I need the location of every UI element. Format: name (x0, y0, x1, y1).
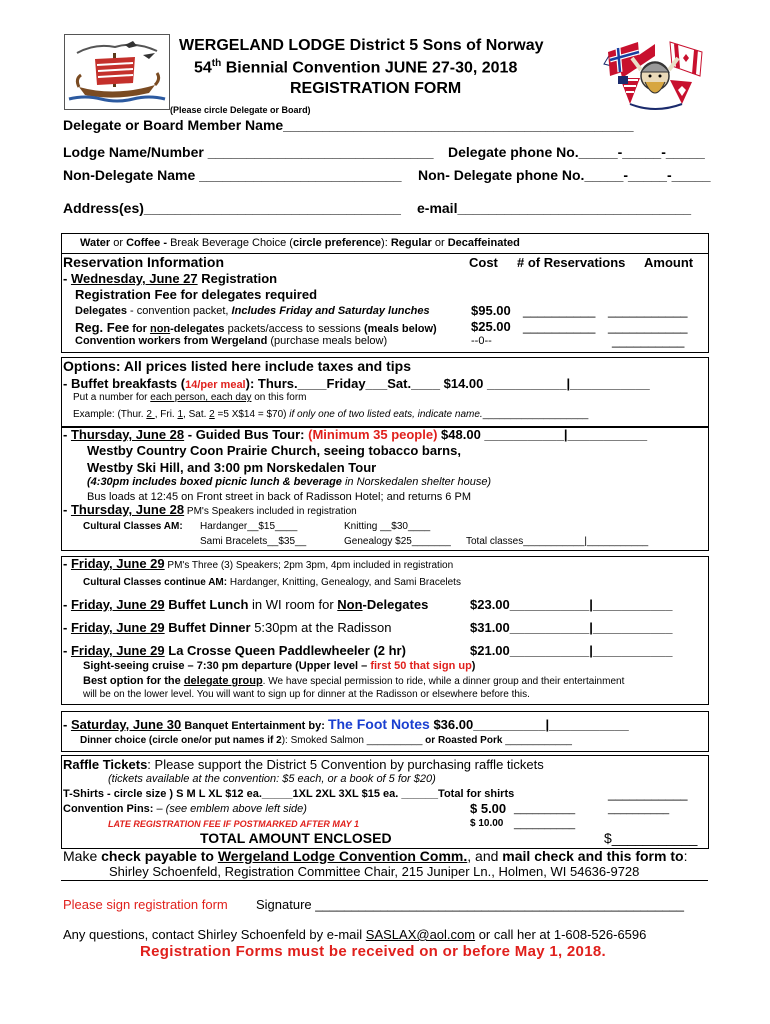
pins-row: Convention Pins: – (see emblem above left side) (63, 803, 307, 815)
beverage-choice[interactable]: Water or Coffee - Break Beverage Choice (circle preference): Regular or Decaffeinated (80, 237, 520, 249)
wednesday-row: - Wednesday, June 27 Registration (63, 271, 278, 286)
example-note: Example: (Thur. 2 , Fri. 1, Sat. 2 =5 X$14 = $70) if only one of two listed eats, indicate name.___________________ (73, 409, 589, 420)
dinner-choice-row[interactable]: Dinner choice (circle one/or put names if 2): Smoked Salmon __________ or Roasted Pork ____________ (80, 735, 572, 746)
col-amount: Amount (644, 255, 694, 270)
sami-class[interactable]: Sami Bracelets__$35__ (200, 536, 307, 547)
raffle-note: (tickets available at the convention: $5 each, or a book of 5 for $20) (108, 773, 436, 785)
paddlewheeler-price[interactable]: $21.00___________|___________ (470, 643, 673, 658)
address-field[interactable]: Address(es)_________________________________ (63, 200, 401, 216)
divider (61, 880, 708, 881)
workers-row: Convention workers from Wergeland (purchase meals below) (75, 335, 388, 347)
nondelegate-phone-field[interactable]: Non- Delegate phone No._____-_____-_____ (418, 167, 711, 183)
genealogy-class[interactable]: Genealogy $25_______ (344, 536, 451, 547)
put-number-note: Put a number for each person, each day on this form (73, 392, 307, 403)
pins-amount[interactable]: __________ (608, 803, 670, 815)
tshirts-row[interactable]: T-Shirts - circle size ) S M L XL $12 ea._____1XL 2XL 3XL $15 ea. ______Total for shirts (63, 788, 515, 800)
late-fee-blank[interactable]: __________ (514, 818, 576, 830)
contact-line: Any questions, contact Shirley Schoenfeld by e-mail SASLAX@aol.com or call her at 1-608-526-6596 (63, 927, 647, 942)
col-cost: Cost (469, 255, 498, 270)
mail-address: Shirley Schoenfeld, Registration Committee Chair, 215 Juniper Ln., Holmen, WI 54636-9728 (109, 864, 640, 879)
workers-cost: --0-- (471, 335, 492, 347)
viking-ship-logo (64, 34, 170, 110)
friday-dinner-row[interactable]: - Friday, June 29 Buffet Dinner 5:30pm at the Radisson (63, 620, 392, 635)
hardanger-class[interactable]: Hardanger__$15____ (200, 521, 298, 532)
lodge-number-field[interactable]: Lodge Name/Number _____________________________ (63, 144, 434, 160)
deadline-note: Registration Forms must be received on or before May 1, 2018. (140, 943, 606, 960)
signature-field[interactable]: Signature ___________________________________________________ (256, 897, 684, 912)
reg-fee-reservations[interactable]: __________ (523, 319, 596, 334)
delegates-cost: $95.00 (471, 303, 511, 318)
late-fee-price: $ 10.00 (470, 818, 504, 829)
thursday-pm-row: - Thursday, June 28 PM's Speakers included in registration (63, 502, 357, 517)
buffet-breakfast-row[interactable]: - Buffet breakfasts (14/per meal): Thurs.____Friday___Sat.____ $14.00 ___________|___________ (63, 376, 650, 391)
total-label: TOTAL AMOUNT ENCLOSED (200, 830, 392, 846)
pins-price: $ 5.00 (470, 801, 507, 816)
delegate-name-field[interactable]: Delegate or Board Member Name_____________________________________________ (63, 117, 634, 133)
reservation-title: Reservation Information (63, 254, 225, 270)
sign-note: Please sign registration form (63, 897, 228, 912)
best-option-note: Best option for the delegate group. We have special permission to ride, while a dinner group and their entertainment (83, 675, 625, 687)
contact-email-link[interactable]: SASLAX@aol.com (365, 927, 476, 942)
make-check-line: Make check payable to Wergeland Lodge Convention Comm., and mail check and this form to: (63, 848, 688, 864)
workers-amount[interactable]: __________ (612, 333, 685, 348)
title-line-2: 54th Biennial Convention JUNE 27-30, 2018 (194, 58, 518, 77)
thursday-tour-row[interactable]: - Thursday, June 28 - Guided Bus Tour: (Minimum 35 people) $48.00 ___________|___________ (63, 427, 648, 442)
nondelegate-name-field[interactable]: Non-Delegate Name __________________________ (63, 167, 402, 183)
delegates-amount[interactable]: ___________ (608, 303, 688, 318)
tour-line-2: Westby Country Coon Prairie Church, seeing tobacco barns, (87, 443, 461, 458)
cultural-classes-label: Cultural Classes AM: (83, 521, 183, 532)
friday-lunch-row[interactable]: - Friday, June 29 Buffet Lunch in WI room for Non-Delegates (63, 597, 429, 612)
friday-pm-row: - Friday, June 29 PM's Three (3) Speakers; 2pm 3pm, 4pm included in registration (63, 556, 454, 571)
knitting-class[interactable]: Knitting __$30____ (344, 521, 431, 532)
friday-dinner-price[interactable]: $31.00___________|___________ (470, 620, 673, 635)
paddlewheeler-row[interactable]: - Friday, June 29 La Crosse Queen Paddlewheeler (2 hr) (63, 643, 406, 658)
title-line-1: WERGELAND LODGE District 5 Sons of Norway (179, 37, 544, 54)
total-classes[interactable]: Total classes___________|___________ (466, 536, 649, 547)
delegates-reservations[interactable]: __________ (523, 303, 596, 318)
bus-note: Bus loads at 12:45 on Front street in back of Radisson Hotel; and returns 6 PM (87, 491, 471, 503)
fee-title: Registration Fee for delegates required (75, 287, 318, 302)
saturday-banquet-row[interactable]: - Saturday, June 30 Banquet Entertainment by: The Foot Notes $36.00__________|___________ (63, 716, 629, 732)
circle-note: (Please circle Delegate or Board) (170, 105, 311, 115)
cruise-note: Sight-seeing cruise – 7:30 pm departure (Upper level – first 50 that sign up) (83, 660, 476, 672)
pins-blank[interactable]: __________ (514, 803, 576, 815)
flags-emblem-logo (600, 34, 710, 118)
reg-fee-amount[interactable]: ___________ (608, 319, 688, 334)
tour-lunch: (4:30pm includes boxed picnic lunch & beverage in Norskedalen shelter house) (87, 476, 492, 488)
delegate-phone-field[interactable]: Delegate phone No._____-_____-_____ (448, 144, 705, 160)
delegates-row: Delegates - convention packet, Includes Friday and Saturday lunches (75, 305, 430, 317)
options-title: Options: All prices listed here include taxes and tips (63, 358, 412, 374)
total-amount[interactable]: $___________ (604, 830, 698, 846)
late-fee-note: LATE REGISTRATION FEE IF POSTMARKED AFTER MAY 1 (108, 819, 360, 829)
friday-lunch-price[interactable]: $23.00___________|___________ (470, 597, 673, 612)
reg-fee-row: Reg. Fee for non-delegates packets/access to sessions (meals below) (75, 320, 437, 335)
col-reservations: # of Reservations (517, 255, 626, 270)
reg-fee-cost: $25.00 (471, 319, 511, 334)
tshirts-total[interactable]: ___________ (608, 786, 688, 801)
lower-level-note: will be on the lower level. You will want to sign up for dinner at the Radisson or elsewhere before this. (83, 689, 530, 700)
raffle-row: Raffle Tickets: Please support the District 5 Convention by purchasing raffle tickets (63, 757, 544, 772)
email-field[interactable]: e-mail______________________________ (417, 200, 692, 216)
tour-line-3: Westby Ski Hill, and 3:00 pm Norskedalen Tour (87, 460, 377, 475)
friday-classes: Cultural Classes continue AM: Hardanger, Knitting, Genealogy, and Sami Bracelets (83, 577, 461, 588)
title-line-3: REGISTRATION FORM (290, 80, 462, 97)
